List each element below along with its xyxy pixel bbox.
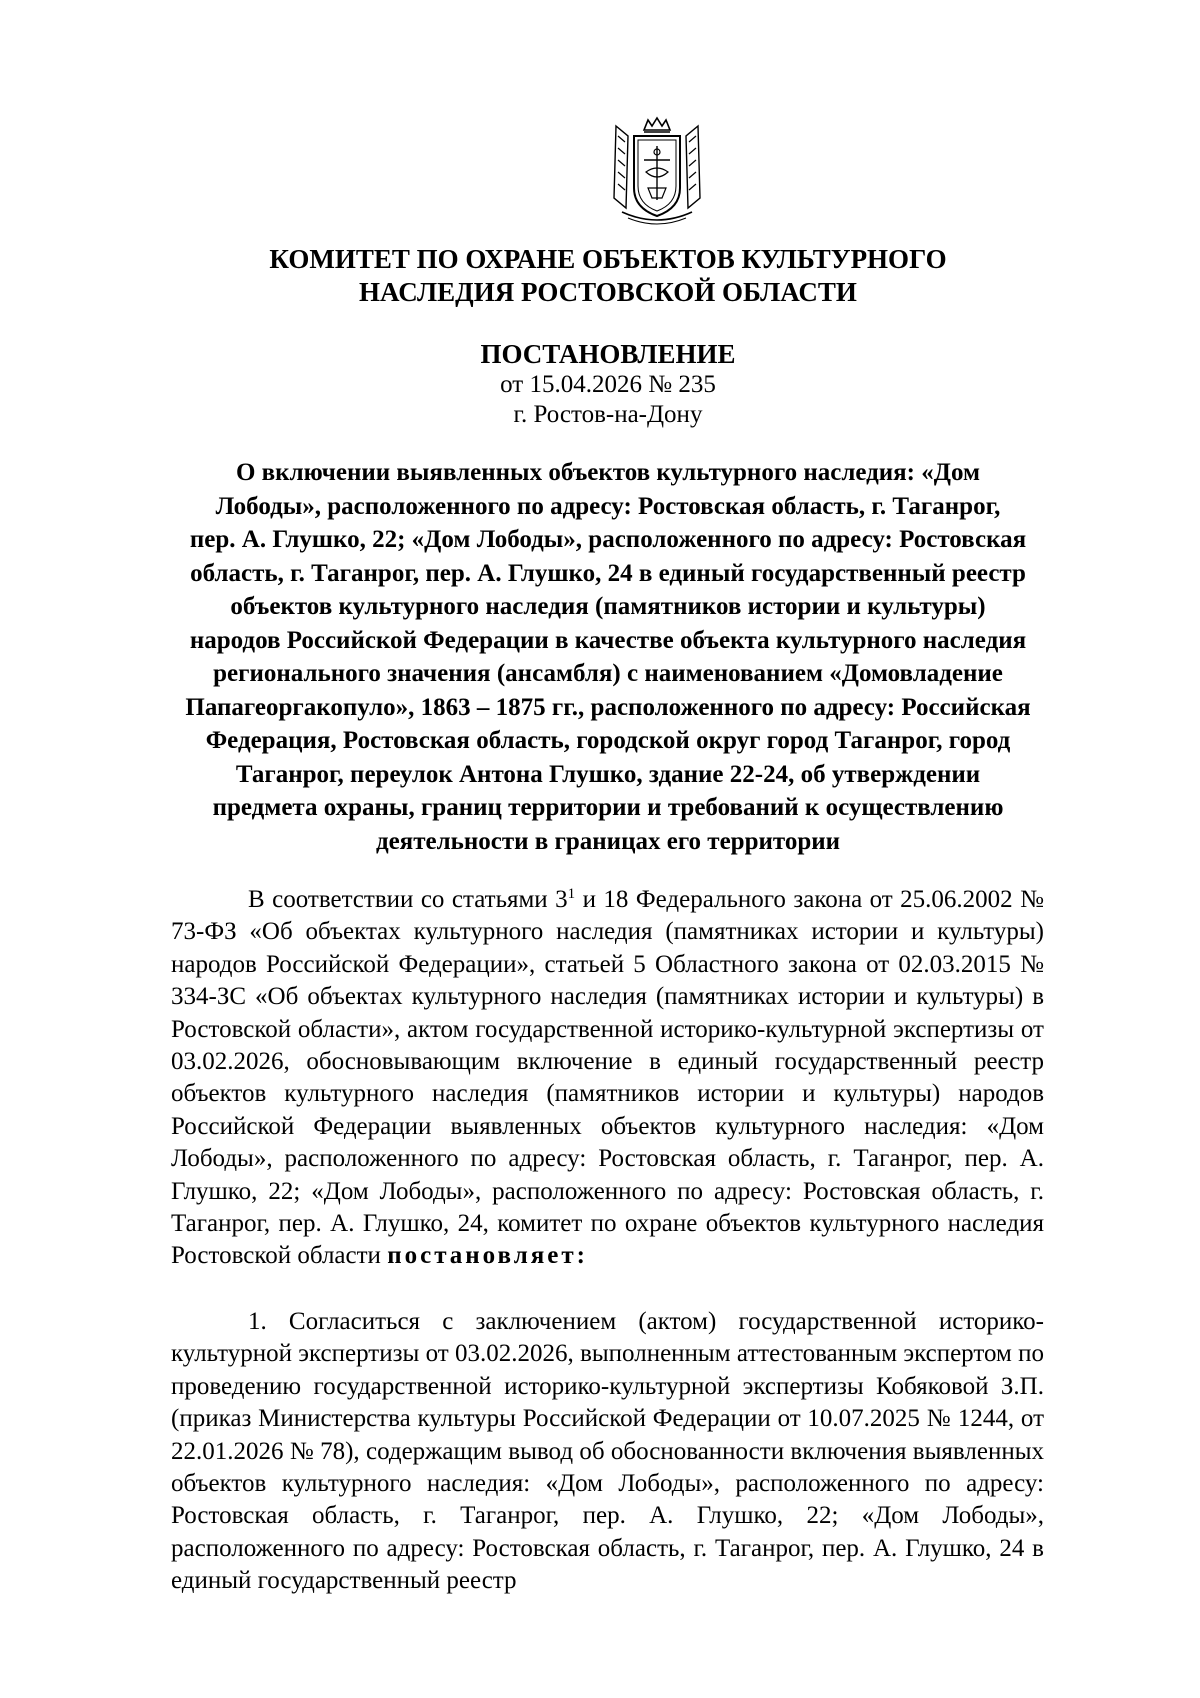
- organization-name-line2: НАСЛЕДИЯ РОСТОВСКОЙ ОБЛАСТИ: [359, 277, 857, 307]
- subject-line: Федерация, Ростовская область, городской округ город Таганрог, город: [205, 727, 1011, 754]
- subject-line: объектов культурного наследия (памятников истории и культуры): [230, 593, 986, 620]
- decree-word: постановляет:: [387, 1242, 588, 1270]
- subject-line: регионального значения (ансамбля) с наименованием «Домовладение: [213, 660, 1003, 687]
- document-date-number: от 15.04.2026 № 235: [500, 371, 716, 398]
- organization-name: [150, 243, 1066, 309]
- organization-name-line1: КОМИТЕТ ПО ОХРАНЕ ОБЪЕКТОВ КУЛЬТУРНОГО: [269, 244, 947, 274]
- document-subject: [166, 456, 1050, 858]
- subject-line: О включении выявленных объектов культурного наследия: «Дом: [235, 459, 981, 486]
- subject-line: деятельности в границах его территории: [375, 827, 841, 855]
- subject-line: Папагеоргакопуло», 1863 – 1875 гг., расположенного по адресу: Российская: [185, 693, 1031, 721]
- clause-1-paragraph: 1. Согласиться с заключением (актом) государственной историко-культурной экспертизы от 03.02.2026, выполненным аттестованным экспертом по проведению государственной историко-культурной экспертизы Кобяковой З.П. (приказ Министерства культуры Российской Федерации от 10.07.2025 № 1244, от 22.01.2026 № 78), содержащим вывод об обоснованности включения выявленных объектов культурного наследия: «Дом Лободы», расположенного по адресу: Ростовская область, г. Таганрог, пер. А. Глушко, 22; «Дом Лободы», расположенного по адресу: Ростовская область, г. Таганрог, пер. А. Глушко, 24 в единый государственный реестр: [171, 1308, 1044, 1595]
- article-superscript: 1: [567, 886, 576, 902]
- subject-line: пер. А. Глушко, 22; «Дом Лободы», расположенного по адресу: Ростовская: [189, 526, 1027, 553]
- subject-line: область, г. Таганрог, пер. А. Глушко, 24 в единый государственный реестр: [190, 559, 1026, 587]
- document-city: г. Ростов-на-Дону: [513, 401, 703, 428]
- document-type: ПОСТАНОВЛЕНИЕ: [480, 339, 736, 369]
- preamble-paragraph: [171, 884, 1044, 1273]
- subject-line: Таганрог, переулок Антона Глушко, здание 22-24, об утверждении: [235, 760, 981, 788]
- preamble-text-body: и 18 Федерального закона от 25.06.2002 № 73-ФЗ «Об объектах культурного наследия (памятниках истории и культуры) народов Российской Федерации», статьей 5 Областного закона от 02.03.2015 № 334-ЗС «Об объектах культурного наследия (памятниках истории и культуры) в Ростовской области», актом государственной историко-культурной экспертизы от 03.02.2026, обосновывающим включение в единый государственный реестр объектов культурного наследия (памятников истории и культуры) народов Российской Федерации выявленных объектов культурного наследия: «Дом Лободы», расположенного по адресу: Ростовская область, г. Таганрог, пер. А. Глушко, 22; «Дом Лободы», расположенного по адресу: Ростовская область, г. Таганрог, пер. А. Глушко, 24, комитет по охране объектов культурного наследия Ростовской области: [171, 886, 1044, 1270]
- subject-line: Лободы», расположенного по адресу: Ростовская область, г. Таганрог,: [215, 492, 1001, 520]
- subject-line: предмета охраны, границ территории и требований к осуществлению: [212, 794, 1004, 821]
- subject-line: народов Российской Федерации в качестве объекта культурного наследия: [189, 626, 1027, 654]
- preamble-text-start: В соответствии со статьями 3: [248, 886, 568, 913]
- coat-of-arms-icon: [606, 116, 708, 228]
